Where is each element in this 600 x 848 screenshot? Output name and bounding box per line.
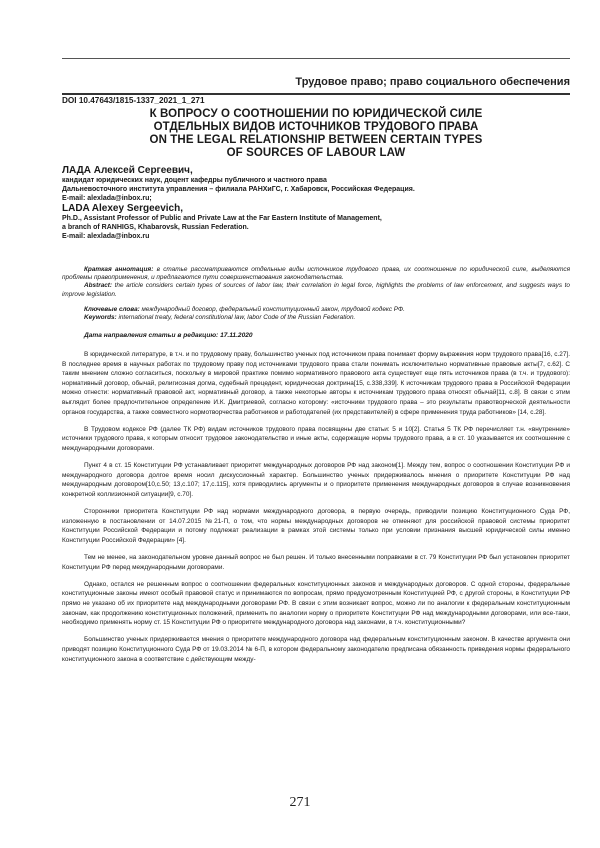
keywords-en-text: international treaty, federal constitutional law, labor Code of the Russian Federation. <box>116 314 356 322</box>
abstract-en <box>62 282 570 298</box>
body-paragraph: Однако, остался не решенным вопрос о соотношении федеральных конституционных законов и международных договоров. С одной стороны, федеральные конституционные законы имеют особый правовой статус и принимаются по вопросам, прямо предусмотренным Конституцией РФ, с другой стороны, в Конституции РФ прямо не указано об их приоритете над международными договорами РФ. В связи с этим возникает вопрос, можно ли по аналогии к федеральным конституционным законам, как продолжению конституционных положений, применить по аналогии норму о приоритете Конституции РФ над международными договорами, или все-таки, необходимо применять норму ст. 15 Конституции РФ о приоритете международного договора над законами, в т.ч. конституционными? <box>62 580 570 627</box>
abstract-ru <box>62 266 570 282</box>
article-body <box>62 350 570 672</box>
abstract-en-label: Abstract: <box>84 282 113 290</box>
keywords-en <box>62 314 570 322</box>
body-paragraph: Пункт 4 в ст. 15 Конституции РФ устанавливает приоритет международных договоров РФ над законом[1]. Между тем, вопрос о соотношении Конституции РФ и международного договора долгое время носил дискуссионный характер. Большинство ученых придерживалось мнения о приоритете Конституции РФ над международным договором[10,с.50; 13,с.107; 17,с.115], хотя приводились аргументы и о приоритете применения международных договоров в случае возникновения конкретной коллизионной ситуации[9, с.70]. <box>62 462 570 498</box>
body-paragraph: Сторонники приоритета Конституции РФ над нормами международного договора, в первую очередь, приводили позицию Конституционного Суда РФ, изложенную в постановлении от 14.07.2015 №21-П, о том, что нормы международных договоров не отменяют для российской правовой системы приоритет Конституции Российской Федерации и потому подлежат реализации в рамках этой системы только при условии признания высшей юридической силы именно Конституции Российской Федерации» [4]. <box>62 508 570 544</box>
author-block <box>62 165 570 241</box>
body-paragraph: Тем не менее, на законодательном уровне данный вопрос не был решен. И только внесенными поправками в ст. 79 Конституции РФ был установлен приоритет Конституции РФ перед международными договорами. <box>62 554 570 571</box>
article-title <box>62 108 570 160</box>
keywords-ru <box>62 306 570 314</box>
title-line-en-2: OF SOURCES OF LABOUR LAW <box>226 147 406 159</box>
abstract-ru-label: Краткая аннотация: <box>84 266 154 273</box>
title-line-ru-2: ОТДЕЛЬНЫХ ВИДОВ ИСТОЧНИКОВ ТРУДОВОГО ПРАВА <box>153 121 479 133</box>
author-affiliation-ru-1: кандидат юридических наук, доцент кафедры публичного и частного права <box>62 177 327 184</box>
keywords-ru-text: международный договор, федеральный конституционный закон, трудовой кодекс РФ. <box>139 306 405 313</box>
title-line-ru-1: К ВОПРОСУ О СООТНОШЕНИИ ПО ЮРИДИЧЕСКОЙ СИЛЕ <box>149 108 483 120</box>
author-affiliation-ru-2: Дальневосточного института управления – филиала РАНХиГС, г. Хабаровск, Российская Федерация. <box>62 186 415 193</box>
author-name-en: LADA Alexey Sergeevich, <box>62 203 183 214</box>
author-affiliation-en-1: Ph.D., Assistant Professor of Public and Private Law at the Far Eastern Institute of Management, <box>62 215 382 222</box>
body-paragraph: В Трудовом кодексе РФ (далее ТК РФ) видам источников трудового права посвящены две статьи: 5 и 10[2]. Статья 5 ТК РФ перечисляет т.н. «внутренние» источники трудового права, к которым относит трудовое законодательство и иные акты, содержащие нормы трудового права, а в ст. 10 указывается их соотношение с международными договорами. <box>62 425 570 452</box>
body-paragraph: В юридической литературе, в т.ч. и по трудовому праву, большинство ученых под источником права понимает форму выражения норм трудового права[16, с.27]. В последнее время в научных работах по трудовому праву под источниками трудового права стали понимать исключительно нормативные правовые акты[7, с.62]. С таким мнением сложно согласиться, поскольку в мировой практике помимо нормативного правового акта существует еще пять источников права (в т.ч. и трудового): нормативный договор, обычай, религиозная догма, судебный прецедент, юридическая доктрина[15, с.338,339]. К источникам трудового права в Российской Федерации можно отнести: нормативный правовой акт, нормативный договор, а также некоторые авторы к источникам трудового права относят обычай[11, с.8]. В связи с этим выглядит более предпочтительное определение И.К. Дмитриевой, согласно которому: «источники трудового права – это результаты правотворческой деятельности органов государства, а также совместного нормотворчества работников и работодателей (их представителей) в сфере применения труда работников» [14, с.28]. <box>62 351 570 416</box>
abstract-en-text: the article considers certain types of sources of labor law, their correlation in legal force, highlights the problems of law enforcement, and suggests ways to improve legislation. <box>62 282 570 298</box>
header-divider-bold <box>62 93 570 95</box>
abstract-ru-text: в статье рассматриваются отдельные виды источников трудового права, их соотношение по юридической силе, выделяются проблемы правоприменения, и предлагаются пути совершенствования законодательства. <box>62 266 570 282</box>
header-divider <box>62 58 570 59</box>
title-line-en-1: ON THE LEGAL RELATIONSHIP BETWEEN CERTAIN TYPES <box>149 134 483 146</box>
received-date: Дата направления статьи в редакцию: 17.11.2020 <box>84 332 253 339</box>
doi: DOI 10.47643/1815-1337_2021_1_271 <box>62 96 205 105</box>
keywords-en-label: Keywords: <box>84 314 117 322</box>
running-head: Трудовое право; право социального обеспечения <box>295 76 570 88</box>
keywords-ru-label: Ключевые слова: <box>84 306 140 313</box>
author-name-ru: ЛАДА Алексей Сергеевич, <box>62 165 193 176</box>
author-email-en: E-mail: alexlada@inbox.ru <box>62 233 150 240</box>
keywords <box>62 306 570 322</box>
abstract <box>62 266 570 299</box>
body-paragraph: Большинство ученых придерживается мнения о приоритете международного договора над федеральным конституционным законом. В качестве аргумента они приводят позицию Конституционного Суда РФ от 19.03.2014 № 6-П, в котором федеральному законодателю предписана обязанность приведения нормы федерального конституционного закона в соответствие с действующим между- <box>62 636 570 663</box>
page-number: 271 <box>289 795 311 810</box>
author-affiliation-en-2: a branch of RANHIGS, Khabarovsk, Russian Federation. <box>62 224 249 231</box>
author-email-ru: E-mail: alexlada@inbox.ru; <box>62 195 152 202</box>
